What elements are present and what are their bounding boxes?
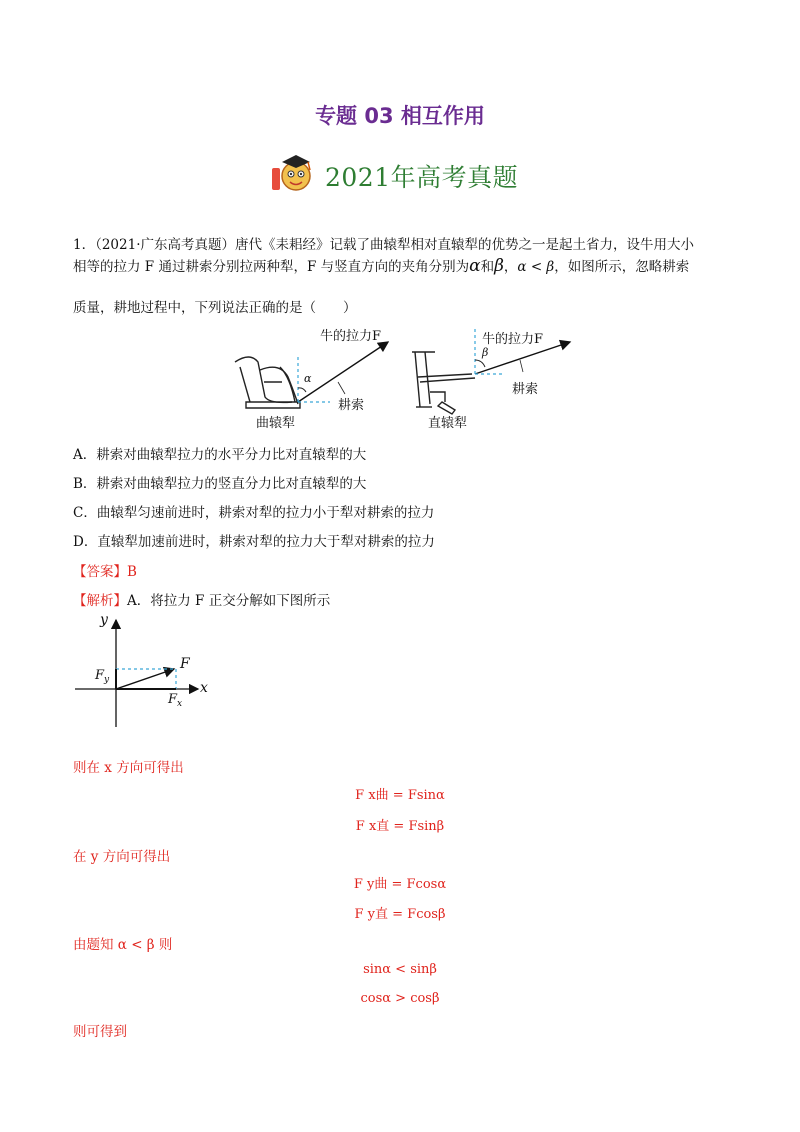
mascot-icon	[270, 152, 318, 194]
fx-label	[168, 692, 182, 709]
answer-value: B	[127, 564, 137, 580]
right-force-label: 牛的拉力F	[482, 332, 544, 347]
fy-label	[95, 668, 109, 685]
plough-figure	[220, 322, 580, 432]
equation-fy-straight: F y直 = Fcosβ	[354, 907, 446, 922]
separator-comma: ，	[503, 259, 518, 275]
right-angle-label: β	[482, 346, 489, 359]
straight-plough-drawing	[412, 352, 475, 414]
question-line-1: 1．（2021·广东高考真题）唐代《耒耜经》记载了曲辕犁相对直辕犁的优势之一是起土省力，设牛用大小	[73, 237, 694, 253]
fy-subscript: y	[104, 675, 110, 685]
left-force-label: 牛的拉力F	[320, 329, 382, 344]
question-line-2	[73, 256, 689, 277]
answer-line	[73, 560, 137, 580]
analysis-text: A．将拉力 F 正交分解如下图所示	[127, 593, 331, 609]
y-direction-text: 在 y 方向可得出	[73, 849, 171, 865]
alpha-beta-relation: α < β	[517, 259, 555, 275]
left-caption: 曲辕犁	[256, 416, 296, 431]
question-line-2-tail: ，如图所示，忽略耕索	[554, 259, 690, 275]
y-axis-label: y	[100, 612, 108, 628]
banner-title: 2021年高考真题	[325, 163, 519, 192]
right-caption: 直辕犁	[428, 416, 468, 431]
fx-letter: F	[168, 692, 178, 707]
option-c: C．曲辕犁匀速前进时，耕索对犁的拉力小于犁对耕索的拉力	[73, 505, 435, 521]
right-rope-label: 耕索	[512, 382, 539, 397]
left-rope-label: 耕索	[338, 398, 365, 413]
equation-fx-straight: F x直 = Fsinβ	[355, 819, 445, 834]
question-line-2-text: 相等的拉力 F 通过耕索分别拉两种犁，F 与竖直方向的夹角分别为	[73, 259, 470, 275]
analysis-label: 【解析】	[73, 593, 127, 609]
conclusion-text: 则可得到	[73, 1024, 127, 1040]
fy-letter: F	[95, 668, 105, 683]
option-b: B．耕索对曲辕犁拉力的竖直分力比对直辕犁的大	[73, 476, 367, 492]
given-condition-text: 由题知 α < β 则	[73, 937, 173, 953]
and-word: 和	[480, 259, 495, 275]
option-a: A．耕索对曲辕犁拉力的水平分力比对直辕犁的大	[73, 447, 367, 463]
left-angle-label: α	[304, 372, 312, 385]
equation-fx-curved: F x曲 = Fsinα	[355, 788, 445, 803]
f-vector-label: F	[180, 656, 190, 672]
curved-plough-drawing	[235, 357, 300, 408]
beta-symbol: β	[494, 256, 504, 276]
alpha-symbol: α	[469, 256, 481, 276]
equation-cos-compare: cosα > cosβ	[360, 991, 440, 1006]
force-decomposition-diagram	[70, 612, 220, 732]
fx-subscript: x	[177, 699, 183, 709]
analysis-line	[73, 589, 330, 609]
page-title: 专题 03 相互作用	[315, 104, 485, 128]
question-line-3: 质量，耕地过程中，下列说法正确的是（ ）	[73, 300, 357, 316]
answer-label: 【答案】	[73, 564, 127, 580]
option-d: D．直辕犁加速前进时，耕索对犁的拉力大于犁对耕索的拉力	[73, 534, 435, 550]
x-direction-text: 则在 x 方向可得出	[73, 760, 184, 776]
equation-fy-curved: F y曲 = Fcosα	[353, 877, 447, 892]
x-axis-label: x	[200, 680, 208, 696]
equation-sin-compare: sinα < sinβ	[363, 962, 437, 977]
